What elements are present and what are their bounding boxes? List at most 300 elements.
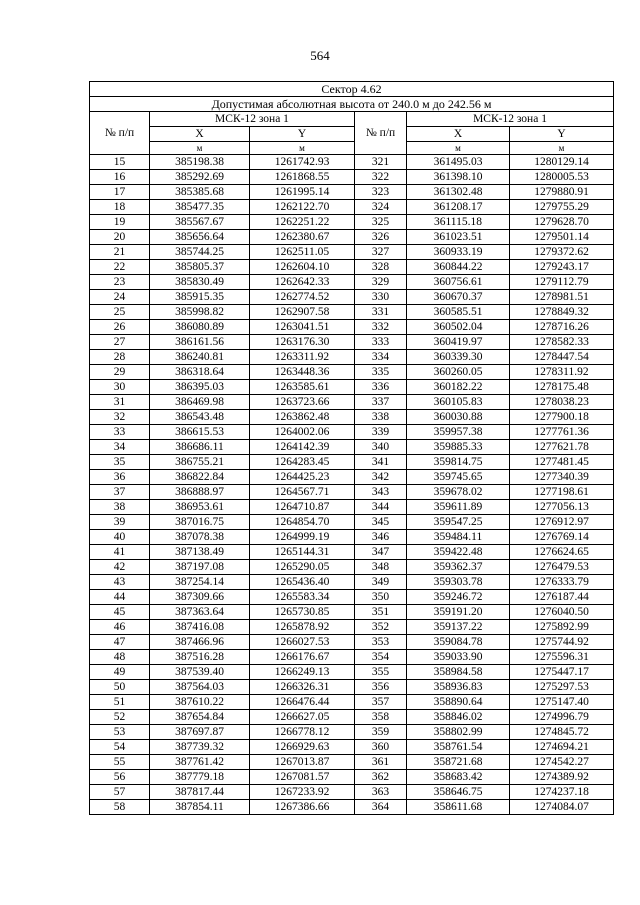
point-index-left: 34 (90, 440, 150, 455)
y-value-left: 1262604.10 (250, 260, 355, 275)
point-index-left: 48 (90, 650, 150, 665)
y-value-left: 1265290.05 (250, 560, 355, 575)
point-index-right: 346 (355, 530, 407, 545)
point-index-left: 37 (90, 485, 150, 500)
y-value-right: 1274237.18 (510, 785, 614, 800)
point-index-right: 339 (355, 425, 407, 440)
x-value-left: 385805.37 (150, 260, 250, 275)
x-value-right: 360339.30 (407, 350, 510, 365)
y-value-left: 1265436.40 (250, 575, 355, 590)
x-value-right: 361115.18 (407, 215, 510, 230)
y-value-right: 1277340.39 (510, 470, 614, 485)
x-value-right: 358683.42 (407, 770, 510, 785)
x-value-right: 358846.02 (407, 710, 510, 725)
y-value-right: 1274845.72 (510, 725, 614, 740)
coordinates-table (89, 81, 614, 815)
table-row (90, 740, 614, 755)
x-value-right: 358802.99 (407, 725, 510, 740)
point-index-left: 39 (90, 515, 150, 530)
point-index-right: 358 (355, 710, 407, 725)
table-row (90, 755, 614, 770)
x-value-left: 386953.61 (150, 500, 250, 515)
y-value-left: 1266326.31 (250, 680, 355, 695)
table-row (90, 635, 614, 650)
table-row (90, 590, 614, 605)
point-index-left: 21 (90, 245, 150, 260)
point-index-right: 343 (355, 485, 407, 500)
x-value-right: 360585.51 (407, 305, 510, 320)
index-header-left: № п/п (90, 112, 150, 155)
x-value-left: 385744.25 (150, 245, 250, 260)
point-index-left: 46 (90, 620, 150, 635)
point-index-left: 43 (90, 575, 150, 590)
table-row (90, 665, 614, 680)
point-index-right: 324 (355, 200, 407, 215)
y-value-left: 1263311.92 (250, 350, 355, 365)
y-value-right: 1274542.27 (510, 755, 614, 770)
table-row (90, 335, 614, 350)
x-value-left: 387466.96 (150, 635, 250, 650)
point-index-left: 49 (90, 665, 150, 680)
x-value-right: 359611.89 (407, 500, 510, 515)
point-index-left: 29 (90, 365, 150, 380)
y-value-right: 1275297.53 (510, 680, 614, 695)
x-value-right: 359362.37 (407, 560, 510, 575)
table-row (90, 710, 614, 725)
y-value-left: 1262642.33 (250, 275, 355, 290)
table-row (90, 530, 614, 545)
point-index-right: 322 (355, 170, 407, 185)
y-value-right: 1279880.91 (510, 185, 614, 200)
point-index-right: 338 (355, 410, 407, 425)
x-value-right: 360756.61 (407, 275, 510, 290)
point-index-right: 335 (355, 365, 407, 380)
x-value-left: 386395.03 (150, 380, 250, 395)
table-row (90, 425, 614, 440)
table-row (90, 620, 614, 635)
y-value-right: 1277621.78 (510, 440, 614, 455)
y-value-left: 1264283.45 (250, 455, 355, 470)
y-value-left: 1263041.51 (250, 320, 355, 335)
x-value-right: 358936.83 (407, 680, 510, 695)
y-value-left: 1267013.87 (250, 755, 355, 770)
x-value-left: 385998.82 (150, 305, 250, 320)
table-row (90, 500, 614, 515)
x-value-left: 387197.08 (150, 560, 250, 575)
sector-title: Сектор 4.62 (90, 82, 614, 97)
y-value-right: 1277198.61 (510, 485, 614, 500)
point-index-left: 57 (90, 785, 150, 800)
point-index-left: 45 (90, 605, 150, 620)
point-index-left: 36 (90, 470, 150, 485)
table-row (90, 275, 614, 290)
x-value-left: 387254.14 (150, 575, 250, 590)
x-value-right: 358646.75 (407, 785, 510, 800)
y-value-left: 1262511.05 (250, 245, 355, 260)
x-value-right: 359745.65 (407, 470, 510, 485)
y-value-right: 1275147.40 (510, 695, 614, 710)
y-value-right: 1274084.07 (510, 800, 614, 815)
point-index-right: 337 (355, 395, 407, 410)
x-value-right: 359137.22 (407, 620, 510, 635)
unit-x-left: м (150, 142, 250, 155)
x-value-right: 359303.78 (407, 575, 510, 590)
point-index-right: 347 (355, 545, 407, 560)
y-value-left: 1264425.23 (250, 470, 355, 485)
table-row (90, 485, 614, 500)
y-value-left: 1262907.58 (250, 305, 355, 320)
point-index-right: 340 (355, 440, 407, 455)
y-value-right: 1275744.92 (510, 635, 614, 650)
x-value-right: 359547.25 (407, 515, 510, 530)
table-row (90, 680, 614, 695)
y-value-left: 1264142.39 (250, 440, 355, 455)
table-row (90, 470, 614, 485)
x-value-left: 386888.97 (150, 485, 250, 500)
x-value-left: 386822.84 (150, 470, 250, 485)
point-index-right: 331 (355, 305, 407, 320)
x-value-left: 385656.64 (150, 230, 250, 245)
y-value-right: 1277761.36 (510, 425, 614, 440)
y-value-left: 1267233.92 (250, 785, 355, 800)
y-value-left: 1265144.31 (250, 545, 355, 560)
y-value-right: 1276479.53 (510, 560, 614, 575)
y-value-left: 1262380.67 (250, 230, 355, 245)
point-index-left: 53 (90, 725, 150, 740)
x-value-left: 387516.28 (150, 650, 250, 665)
point-index-left: 47 (90, 635, 150, 650)
x-value-left: 387309.66 (150, 590, 250, 605)
x-value-right: 361398.10 (407, 170, 510, 185)
y-value-left: 1265878.92 (250, 620, 355, 635)
point-index-left: 56 (90, 770, 150, 785)
point-index-left: 40 (90, 530, 150, 545)
table-row (90, 785, 614, 800)
y-value-left: 1262122.70 (250, 200, 355, 215)
table-row (90, 320, 614, 335)
x-value-left: 386080.89 (150, 320, 250, 335)
point-index-right: 356 (355, 680, 407, 695)
x-value-left: 386161.56 (150, 335, 250, 350)
y-header-right: Y (510, 127, 614, 142)
y-value-left: 1267081.57 (250, 770, 355, 785)
y-value-left: 1263448.36 (250, 365, 355, 380)
y-value-left: 1264999.19 (250, 530, 355, 545)
x-header-right: X (407, 127, 510, 142)
table-row (90, 455, 614, 470)
y-value-right: 1278716.26 (510, 320, 614, 335)
x-value-right: 361023.51 (407, 230, 510, 245)
y-value-right: 1278311.92 (510, 365, 614, 380)
y-value-right: 1278582.33 (510, 335, 614, 350)
x-header-left: X (150, 127, 250, 142)
point-index-right: 321 (355, 155, 407, 170)
x-value-right: 359191.20 (407, 605, 510, 620)
point-index-right: 349 (355, 575, 407, 590)
point-index-left: 58 (90, 800, 150, 815)
table-row (90, 170, 614, 185)
table-row (90, 410, 614, 425)
y-header-left: Y (250, 127, 355, 142)
point-index-left: 30 (90, 380, 150, 395)
point-index-left: 20 (90, 230, 150, 245)
x-value-left: 385292.69 (150, 170, 250, 185)
x-value-left: 387654.84 (150, 710, 250, 725)
point-index-right: 360 (355, 740, 407, 755)
x-value-left: 386615.53 (150, 425, 250, 440)
y-value-right: 1279372.62 (510, 245, 614, 260)
x-value-right: 358761.54 (407, 740, 510, 755)
point-index-right: 348 (355, 560, 407, 575)
point-index-left: 38 (90, 500, 150, 515)
point-index-right: 326 (355, 230, 407, 245)
x-value-left: 386469.98 (150, 395, 250, 410)
y-value-right: 1279243.17 (510, 260, 614, 275)
x-value-right: 360105.83 (407, 395, 510, 410)
table-row (90, 365, 614, 380)
table-row (90, 395, 614, 410)
index-header-right: № п/п (355, 112, 407, 155)
y-value-left: 1263723.66 (250, 395, 355, 410)
point-index-right: 353 (355, 635, 407, 650)
point-index-right: 364 (355, 800, 407, 815)
x-value-left: 386240.81 (150, 350, 250, 365)
x-value-right: 359814.75 (407, 455, 510, 470)
point-index-left: 19 (90, 215, 150, 230)
y-value-left: 1262251.22 (250, 215, 355, 230)
y-value-right: 1275596.31 (510, 650, 614, 665)
x-value-right: 359957.38 (407, 425, 510, 440)
point-index-left: 54 (90, 740, 150, 755)
x-value-right: 361208.17 (407, 200, 510, 215)
point-index-right: 336 (355, 380, 407, 395)
point-index-left: 44 (90, 590, 150, 605)
x-value-right: 360260.05 (407, 365, 510, 380)
table-row (90, 545, 614, 560)
point-index-left: 35 (90, 455, 150, 470)
x-value-left: 385198.38 (150, 155, 250, 170)
y-value-right: 1276333.79 (510, 575, 614, 590)
table-row (90, 575, 614, 590)
point-index-right: 352 (355, 620, 407, 635)
y-value-right: 1276769.14 (510, 530, 614, 545)
x-value-right: 361495.03 (407, 155, 510, 170)
point-index-left: 33 (90, 425, 150, 440)
y-value-right: 1277900.18 (510, 410, 614, 425)
point-index-left: 26 (90, 320, 150, 335)
y-value-right: 1278175.48 (510, 380, 614, 395)
point-index-left: 41 (90, 545, 150, 560)
table-row (90, 305, 614, 320)
x-value-left: 387739.32 (150, 740, 250, 755)
x-value-right: 359084.78 (407, 635, 510, 650)
y-value-right: 1279501.14 (510, 230, 614, 245)
x-value-right: 360670.37 (407, 290, 510, 305)
x-value-left: 387016.75 (150, 515, 250, 530)
y-value-left: 1266778.12 (250, 725, 355, 740)
point-index-right: 332 (355, 320, 407, 335)
y-value-left: 1266249.13 (250, 665, 355, 680)
table-row (90, 155, 614, 170)
table-row (90, 380, 614, 395)
y-value-left: 1264710.87 (250, 500, 355, 515)
y-value-right: 1276912.97 (510, 515, 614, 530)
x-value-left: 386318.64 (150, 365, 250, 380)
y-value-left: 1263862.48 (250, 410, 355, 425)
point-index-right: 362 (355, 770, 407, 785)
table-row (90, 440, 614, 455)
x-value-left: 385567.67 (150, 215, 250, 230)
x-value-right: 360030.88 (407, 410, 510, 425)
table-row (90, 185, 614, 200)
x-value-right: 361302.48 (407, 185, 510, 200)
x-value-right: 358890.64 (407, 695, 510, 710)
x-value-left: 385385.68 (150, 185, 250, 200)
x-value-left: 387697.87 (150, 725, 250, 740)
unit-y-right: м (510, 142, 614, 155)
x-value-left: 387817.44 (150, 785, 250, 800)
point-index-left: 42 (90, 560, 150, 575)
point-index-left: 17 (90, 185, 150, 200)
y-value-right: 1274389.92 (510, 770, 614, 785)
y-value-right: 1277056.13 (510, 500, 614, 515)
point-index-left: 27 (90, 335, 150, 350)
y-value-right: 1276187.44 (510, 590, 614, 605)
y-value-left: 1266176.67 (250, 650, 355, 665)
y-value-right: 1279755.29 (510, 200, 614, 215)
y-value-left: 1264002.06 (250, 425, 355, 440)
x-value-left: 386755.21 (150, 455, 250, 470)
y-value-right: 1280005.53 (510, 170, 614, 185)
y-value-left: 1266929.63 (250, 740, 355, 755)
x-value-left: 387610.22 (150, 695, 250, 710)
y-value-left: 1266476.44 (250, 695, 355, 710)
y-value-left: 1264567.71 (250, 485, 355, 500)
table-row (90, 770, 614, 785)
y-value-left: 1264854.70 (250, 515, 355, 530)
point-index-left: 52 (90, 710, 150, 725)
point-index-left: 22 (90, 260, 150, 275)
y-value-right: 1280129.14 (510, 155, 614, 170)
table-row (90, 515, 614, 530)
x-value-right: 359484.11 (407, 530, 510, 545)
x-value-right: 358984.58 (407, 665, 510, 680)
y-value-right: 1278849.32 (510, 305, 614, 320)
y-value-left: 1266627.05 (250, 710, 355, 725)
y-value-left: 1267386.66 (250, 800, 355, 815)
table-row (90, 350, 614, 365)
y-value-left: 1265730.85 (250, 605, 355, 620)
x-value-right: 360844.22 (407, 260, 510, 275)
page-number: 564 (310, 48, 330, 63)
table-row (90, 290, 614, 305)
point-index-right: 359 (355, 725, 407, 740)
x-value-left: 387761.42 (150, 755, 250, 770)
y-value-right: 1278981.51 (510, 290, 614, 305)
y-value-left: 1263585.61 (250, 380, 355, 395)
point-index-right: 341 (355, 455, 407, 470)
point-index-left: 31 (90, 395, 150, 410)
table-body (90, 155, 614, 815)
y-value-left: 1261868.55 (250, 170, 355, 185)
crs-header-left: МСК-12 зона 1 (150, 112, 355, 127)
x-value-right: 360419.97 (407, 335, 510, 350)
crs-header-right: МСК-12 зона 1 (407, 112, 614, 127)
point-index-right: 333 (355, 335, 407, 350)
point-index-right: 363 (355, 785, 407, 800)
unit-x-right: м (407, 142, 510, 155)
table-row (90, 800, 614, 815)
point-index-left: 25 (90, 305, 150, 320)
y-value-right: 1279112.79 (510, 275, 614, 290)
point-index-right: 327 (355, 245, 407, 260)
point-index-left: 51 (90, 695, 150, 710)
x-value-right: 359678.02 (407, 485, 510, 500)
x-value-left: 387779.18 (150, 770, 250, 785)
y-value-right: 1276040.50 (510, 605, 614, 620)
point-index-right: 361 (355, 755, 407, 770)
x-value-left: 386686.11 (150, 440, 250, 455)
table-row (90, 560, 614, 575)
point-index-left: 23 (90, 275, 150, 290)
point-index-left: 24 (90, 290, 150, 305)
point-index-right: 330 (355, 290, 407, 305)
point-index-right: 354 (355, 650, 407, 665)
point-index-right: 329 (355, 275, 407, 290)
x-value-left: 387078.38 (150, 530, 250, 545)
point-index-right: 355 (355, 665, 407, 680)
point-index-right: 328 (355, 260, 407, 275)
y-value-left: 1263176.30 (250, 335, 355, 350)
y-value-right: 1277481.45 (510, 455, 614, 470)
point-index-right: 357 (355, 695, 407, 710)
x-value-right: 359033.90 (407, 650, 510, 665)
point-index-left: 18 (90, 200, 150, 215)
table-row (90, 725, 614, 740)
x-value-right: 359885.33 (407, 440, 510, 455)
table-row (90, 230, 614, 245)
point-index-right: 342 (355, 470, 407, 485)
point-index-left: 32 (90, 410, 150, 425)
y-value-right: 1278038.23 (510, 395, 614, 410)
table-row (90, 260, 614, 275)
y-value-left: 1261995.14 (250, 185, 355, 200)
table-row (90, 245, 614, 260)
x-value-left: 385830.49 (150, 275, 250, 290)
table-row (90, 650, 614, 665)
point-index-right: 334 (355, 350, 407, 365)
x-value-right: 360933.19 (407, 245, 510, 260)
x-value-left: 387854.11 (150, 800, 250, 815)
x-value-right: 359422.48 (407, 545, 510, 560)
y-value-left: 1261742.93 (250, 155, 355, 170)
x-value-left: 387416.08 (150, 620, 250, 635)
point-index-right: 345 (355, 515, 407, 530)
x-value-right: 358721.68 (407, 755, 510, 770)
x-value-left: 386543.48 (150, 410, 250, 425)
y-value-right: 1274694.21 (510, 740, 614, 755)
y-value-left: 1262774.52 (250, 290, 355, 305)
table-row (90, 215, 614, 230)
point-index-right: 351 (355, 605, 407, 620)
y-value-right: 1278447.54 (510, 350, 614, 365)
point-index-left: 28 (90, 350, 150, 365)
x-value-right: 358611.68 (407, 800, 510, 815)
y-value-left: 1265583.34 (250, 590, 355, 605)
y-value-right: 1274996.79 (510, 710, 614, 725)
point-index-right: 350 (355, 590, 407, 605)
unit-y-left: м (250, 142, 355, 155)
